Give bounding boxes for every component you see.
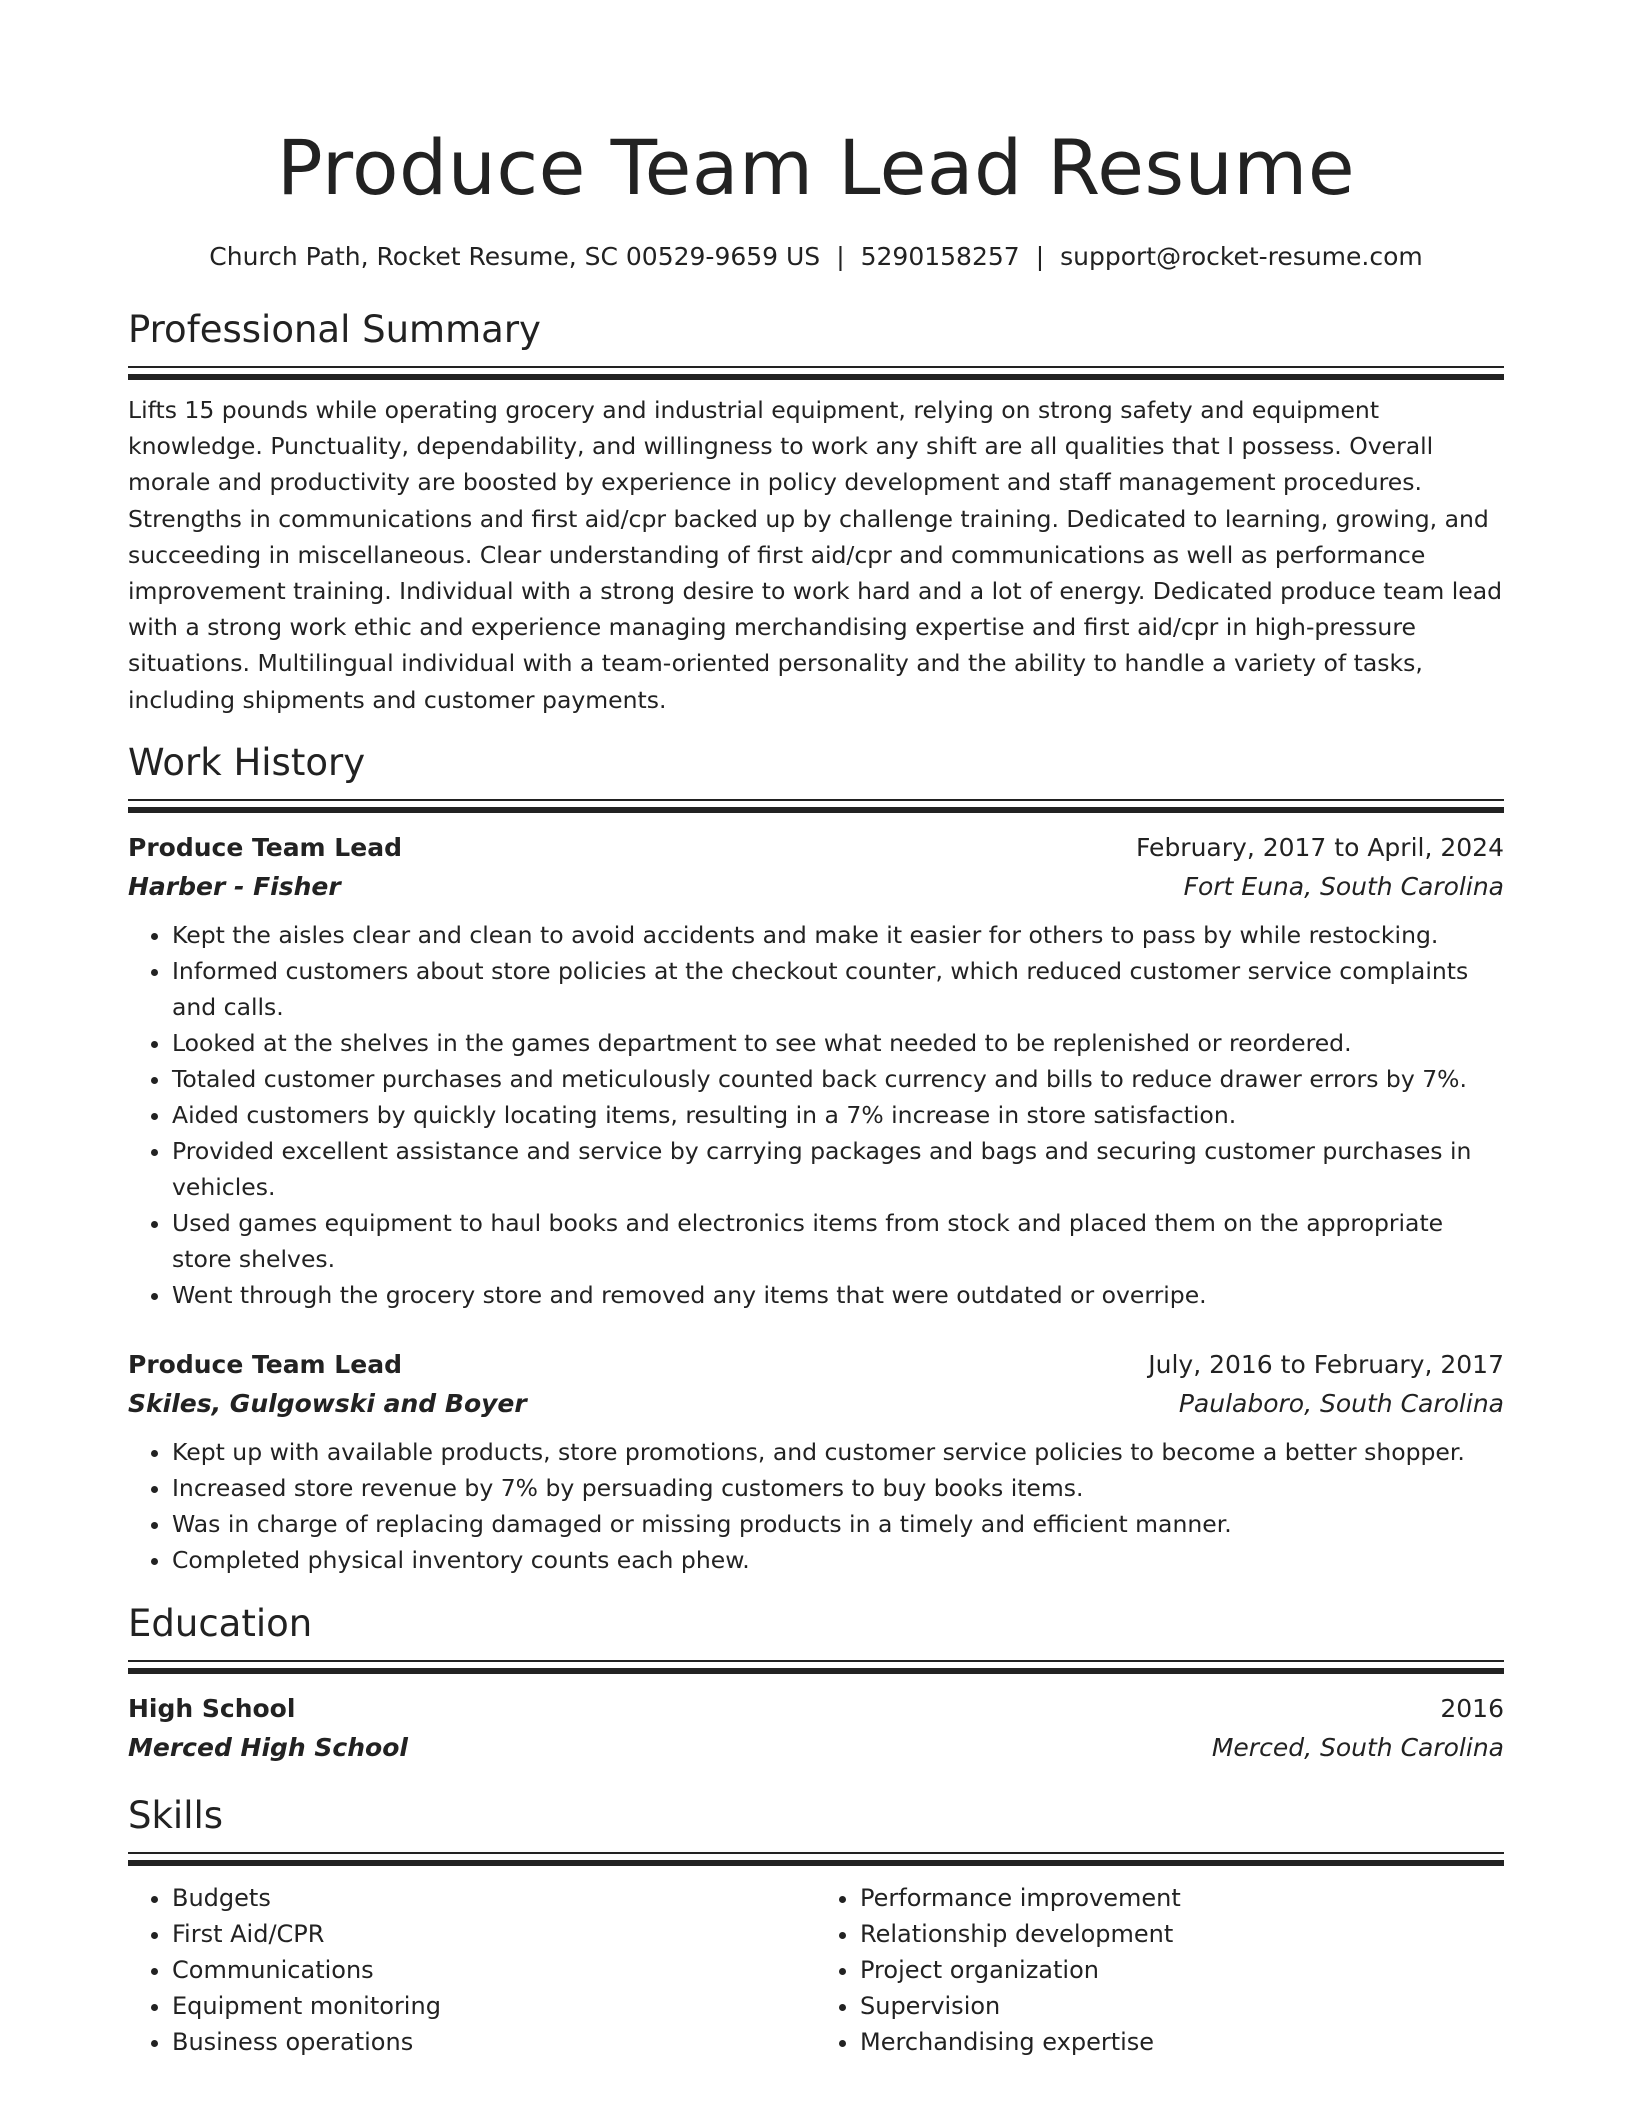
resume-title: Produce Team Lead Resume [276,123,1356,212]
education-header [128,1690,1504,1728]
list-item: • Aided customers by quickly locating items, resulting in a 7% increase in store satisfaction. [172,1097,1504,1133]
contact-separator: | [836,242,845,271]
job-role: Produce Team Lead [128,832,402,862]
list-item: • Budgets [172,1880,816,1916]
education-entry [128,1690,1504,1768]
contact-address: Church Path, Rocket Resume, SC 00529-9659 US [209,242,821,271]
section-rule [128,1660,1504,1662]
list-item: • First Aid/CPR [172,1916,816,1952]
job-dates: July, 2016 to February, 2017 [1148,1349,1504,1379]
list-item: • Supervision [860,1988,1504,2024]
job-bullets [128,917,1504,1313]
list-item: • Business operations [172,2024,816,2060]
job-entry [128,829,1504,1313]
list-item: • Kept up with available products, store promotions, and customer service policies to become a better shopper. [172,1434,1504,1470]
list-item: • Communications [172,1952,816,1988]
education-year: 2016 [1440,1693,1504,1723]
list-item: • Informed customers about store policies at the checkout counter, which reduced customer service complaints and calls. [172,953,1504,1025]
resume-page [128,0,1504,2060]
work-history-section [128,741,1504,1578]
section-rule [128,799,1504,801]
list-item: • Kept the aisles clear and clean to avoid accidents and make it easier for others to pass by while restocking. [172,917,1504,953]
section-heading-education: Education [128,1601,313,1645]
job-company: Skiles, Gulgowski and Boyer [128,1388,527,1418]
skills-columns [128,1880,1504,2060]
job-role: Produce Team Lead [128,1349,402,1379]
section-heading-skills: Skills [128,1793,224,1837]
list-item: • Project organization [860,1952,1504,1988]
list-item: • Merchandising expertise [860,2024,1504,2060]
section-rule [128,366,1504,368]
list-item: • Relationship development [860,1916,1504,1952]
contact-separator: | [1035,242,1045,271]
skills-list-right [816,1880,1504,2060]
list-item: • Was in charge of replacing damaged or missing products in a timely and efficient manner. [172,1506,1504,1542]
job-location: Paulaboro, South Carolina [1178,1388,1504,1418]
list-item: • Used games equipment to haul books and electronics items from stock and placed them on the appropriate store shelves. [172,1205,1504,1277]
section-rule [128,1852,1504,1854]
education-subheader [128,1728,1504,1768]
education-degree: High School [128,1693,296,1723]
section-heading-summary: Professional Summary [128,308,541,351]
list-item: • Totaled customer purchases and meticulously counted back currency and bills to reduce drawer errors by 7%. [172,1061,1504,1097]
contact-phone: 5290158257 [860,242,1020,271]
section-rule-thick [128,807,1504,813]
job-bullets [128,1434,1504,1578]
job-subheader [128,867,1504,907]
section-rule-thick [128,374,1504,380]
list-item: • Equipment monitoring [172,1988,816,2024]
education-school: Merced High School [128,1732,408,1762]
skills-list-left [128,1880,816,2060]
list-item: • Looked at the shelves in the games department to see what needed to be replenished or reordered. [172,1025,1504,1061]
education-section [128,1602,1504,1768]
section-rule-thick [128,1860,1504,1866]
summary-section [128,308,1504,718]
job-company: Harber - Fisher [128,871,341,901]
education-location: Merced, South Carolina [1211,1732,1504,1762]
section-rule-thick [128,1668,1504,1674]
list-item: • Provided excellent assistance and service by carrying packages and bags and securing customer purchases in vehicles. [172,1133,1504,1205]
contact-email: support@rocket-resume.com [1060,242,1423,271]
job-subheader [128,1384,1504,1424]
section-heading-work: Work History [128,740,366,784]
list-item: • Completed physical inventory counts each phew. [172,1542,1504,1578]
skills-section [128,1794,1504,2060]
list-item: • Went through the grocery store and removed any items that were outdated or overripe. [172,1277,1504,1313]
job-entry [128,1346,1504,1578]
job-dates: February, 2017 to April, 2024 [1136,832,1504,862]
job-header [128,829,1504,867]
contact-line [128,240,1504,274]
list-item: • Performance improvement [860,1880,1504,1916]
job-location: Fort Euna, South Carolina [1183,871,1504,901]
job-header [128,1346,1504,1384]
summary-text: Lifts 15 pounds while operating grocery and industrial equipment, relying on strong safety and equipment knowledge. Punctuality, dependability, and willingness to work any shift are all qualities that I possess. Overall morale and productivity are boosted by experience in policy development and staff management procedures. Strengths in communications and first aid/cpr backed up by challenge training. Dedicated to learning, growing, and succeeding in miscellaneous. Clear understanding of first aid/cpr and communications as well as performance improvement training. Individual with a strong desire to work hard and a lot of energy. Dedicated produce team lead with a strong work ethic and experience managing merchandising expertise and first aid/cpr in high-pressure situations. Multilingual individual with a team-oriented personality and the ability to handle a variety of tasks, including shipments and customer payments. [128,396,1503,714]
list-item: • Increased store revenue by 7% by persuading customers to buy books items. [172,1470,1504,1506]
